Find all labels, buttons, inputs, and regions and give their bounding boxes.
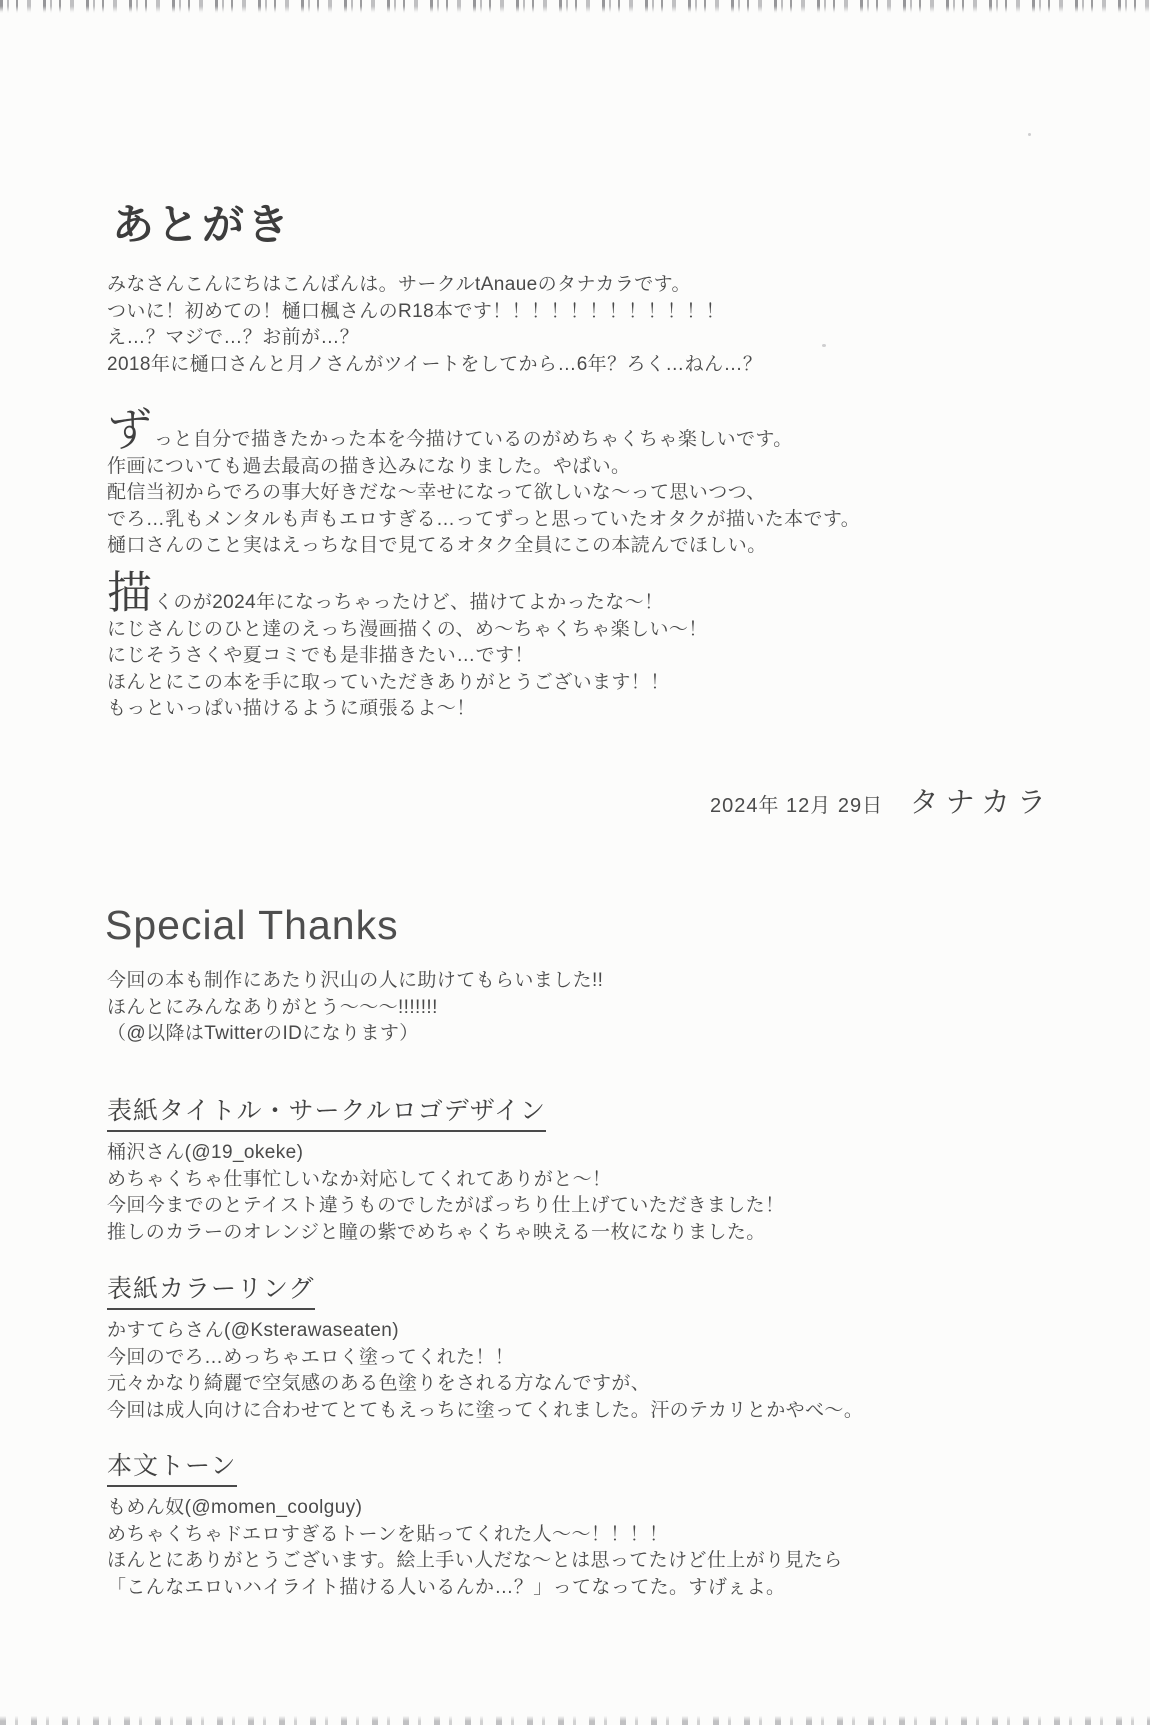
- text-line: ほんとにありがとうございます。絵上手い人だな〜とは思ってたけど仕上がり見たら: [107, 1550, 843, 1571]
- text-line: [107, 404, 860, 455]
- credit-name: かすてらさん(@Ksterawaseaten): [107, 1320, 399, 1341]
- text-line: 作画についても過去最高の描き込みになりました。やばい。: [107, 455, 631, 477]
- author-signature: タナカラ: [909, 787, 1053, 819]
- credit-section-cover-title-logo: [107, 1091, 784, 1246]
- text-line: 推しのカラーのオレンジと瞳の紫でめちゃくちゃ映える一枚になりました。: [107, 1221, 766, 1243]
- text-line: めちゃくちゃドエロすぎるトーンを貼ってくれた人〜〜！！！！: [107, 1523, 669, 1545]
- text-line: ほんとにみんなありがとう〜〜〜!!!!!!!: [107, 996, 438, 1018]
- scan-speck: [1028, 133, 1031, 136]
- page-title: あとがき: [112, 201, 293, 248]
- text-line: 配信当初からでろの事大好きだな〜幸せになって欲しいな〜って思いつつ、: [107, 482, 766, 503]
- afterword-paragraph-3: [107, 567, 708, 723]
- afterword-paragraph-2: [107, 404, 861, 560]
- drop-cap: ず: [107, 404, 153, 455]
- text-line: 樋口さんのこと実はえっちな目で見てるオタク全員にこの本読んでほしい。: [107, 535, 767, 556]
- credit-section-heading: 表紙カラーリング: [107, 1269, 315, 1310]
- text-line: ついに！初めての！樋口楓さんのR18本です！！！！！！！！！！！！: [107, 300, 726, 322]
- text-line: 今回の本も制作にあたり沢山の人に助けてもらいました!!: [107, 970, 604, 991]
- text-line: めちゃくちゃ仕事忙しいなか対応してくれてありがと〜！: [107, 1168, 612, 1190]
- text-line: 「こんなエロいハイライト描ける人いるんか…？」ってなってた。すげぇよ。: [107, 1576, 786, 1598]
- text-line: 今回今までのとテイスト違うものでしたがばっちり仕上げていただきました！: [107, 1195, 785, 1216]
- text-line: 2018年に樋口さんと月ノさんがツイートをしてから…6年？ろく…ねん…？: [107, 353, 763, 375]
- text-line: 今回のでろ…めっちゃエロく塗ってくれた！！: [107, 1346, 515, 1368]
- date-signature: [710, 788, 1053, 823]
- scan-noise-top: [0, 0, 1150, 13]
- text-line: にじさんじのひと達のえっち漫画描くの、め〜ちゃくちゃ楽しい〜！: [107, 618, 708, 640]
- credit-section-heading: 本文トーン: [107, 1446, 237, 1487]
- credit-name: もめん奴(@momen_coolguy): [107, 1497, 363, 1518]
- special-thanks-intro: [107, 968, 603, 1048]
- text-line: もっといっぱい描けるように頑張るよ〜！: [107, 698, 476, 719]
- scan-speck: [822, 344, 826, 347]
- text-line: っと自分で描きたかった本を今描けているのがめちゃくちゃ楽しいです。: [154, 429, 793, 450]
- scan-noise-bottom: [0, 1716, 1150, 1725]
- text-line: みなさんこんにちはこんばんは。サークルtAnaueのタナカラです。: [107, 274, 691, 295]
- credit-name: 桶沢さん(@19_okeke): [107, 1142, 304, 1163]
- text-line: [107, 567, 708, 618]
- afterword-paragraph-1: [107, 272, 762, 378]
- text-line: 今回は成人向けに合わせてとてもえっちに塗ってくれました。汗のテカリとかやべ〜。: [107, 1399, 864, 1421]
- text-line: え…？マジで…？お前が…？: [107, 327, 360, 348]
- credit-section-heading: 表紙タイトル・サークルロゴデザイン: [107, 1091, 546, 1132]
- text-line: ほんとにこの本を手に取っていただきありがとうございます！！: [107, 671, 670, 693]
- drop-cap: 描: [107, 567, 153, 618]
- text-line: 元々かなり綺麗で空気感のある色塗りをされる方なんですが、: [107, 1373, 651, 1394]
- text-line: くのが2024年になっちゃったけど、描けてよかったな〜！: [154, 592, 664, 613]
- credit-section-cover-coloring: [107, 1269, 863, 1424]
- text-line: にじそうさくや夏コミでも是非描きたい…です！: [107, 645, 534, 666]
- text-line: （@以降はTwitterのIDになります）: [107, 1023, 419, 1044]
- text-line: でろ…乳もメンタルも声もエロすぎる…ってずっと思っていたオタクが描いた本です。: [107, 508, 861, 530]
- publication-date: 2024年 12月 29日: [710, 795, 884, 817]
- credit-section-tone: [107, 1446, 843, 1601]
- special-thanks-title: Special Thanks: [105, 902, 399, 948]
